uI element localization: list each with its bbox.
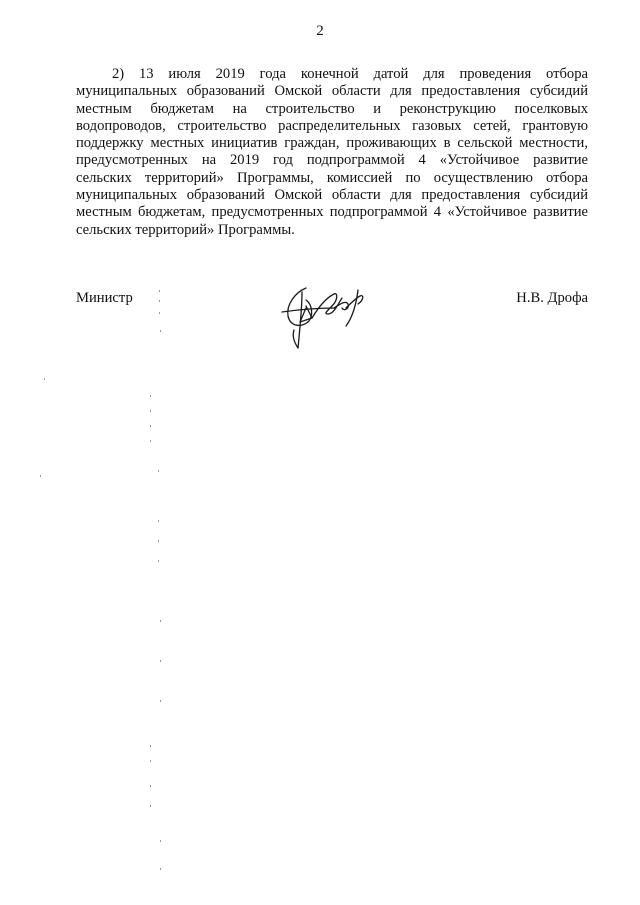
- text-line: местным бюджетам на строительство и реконструкцию поселковых: [76, 100, 588, 117]
- handwritten-signature: [276, 278, 372, 352]
- signature-block: [76, 288, 588, 368]
- text-line: местным бюджетам, предусмотренных подпрограммой 4 «Устойчивое развитие: [76, 204, 588, 221]
- text-line: сельских территорий» Программы.: [76, 221, 295, 238]
- page-number: 2: [316, 23, 324, 39]
- text-line: 2) 13 июля 2019 года конечной датой для проведения отбора: [112, 66, 588, 82]
- signer-name: Н.В. Дрофа: [516, 290, 588, 306]
- text-line: сельских территорий» Программы, комиссией по осуществлению отбора: [76, 169, 588, 186]
- text-line: предусмотренных на 2019 год подпрограммой 4 «Устойчивое развитие: [76, 152, 588, 169]
- text-line: поддержку местных инициатив граждан, проживающих в сельской местности,: [76, 135, 588, 152]
- text-line: муниципальных образований Омской области для предоставления субсидий: [76, 83, 588, 100]
- signer-title: Министр: [76, 290, 133, 306]
- body-paragraph: [76, 66, 588, 239]
- text-line: водопроводов, строительство распределительных газовых сетей, грантовую: [76, 117, 588, 134]
- text-line: муниципальных образований Омской области для предоставления субсидий: [76, 187, 588, 204]
